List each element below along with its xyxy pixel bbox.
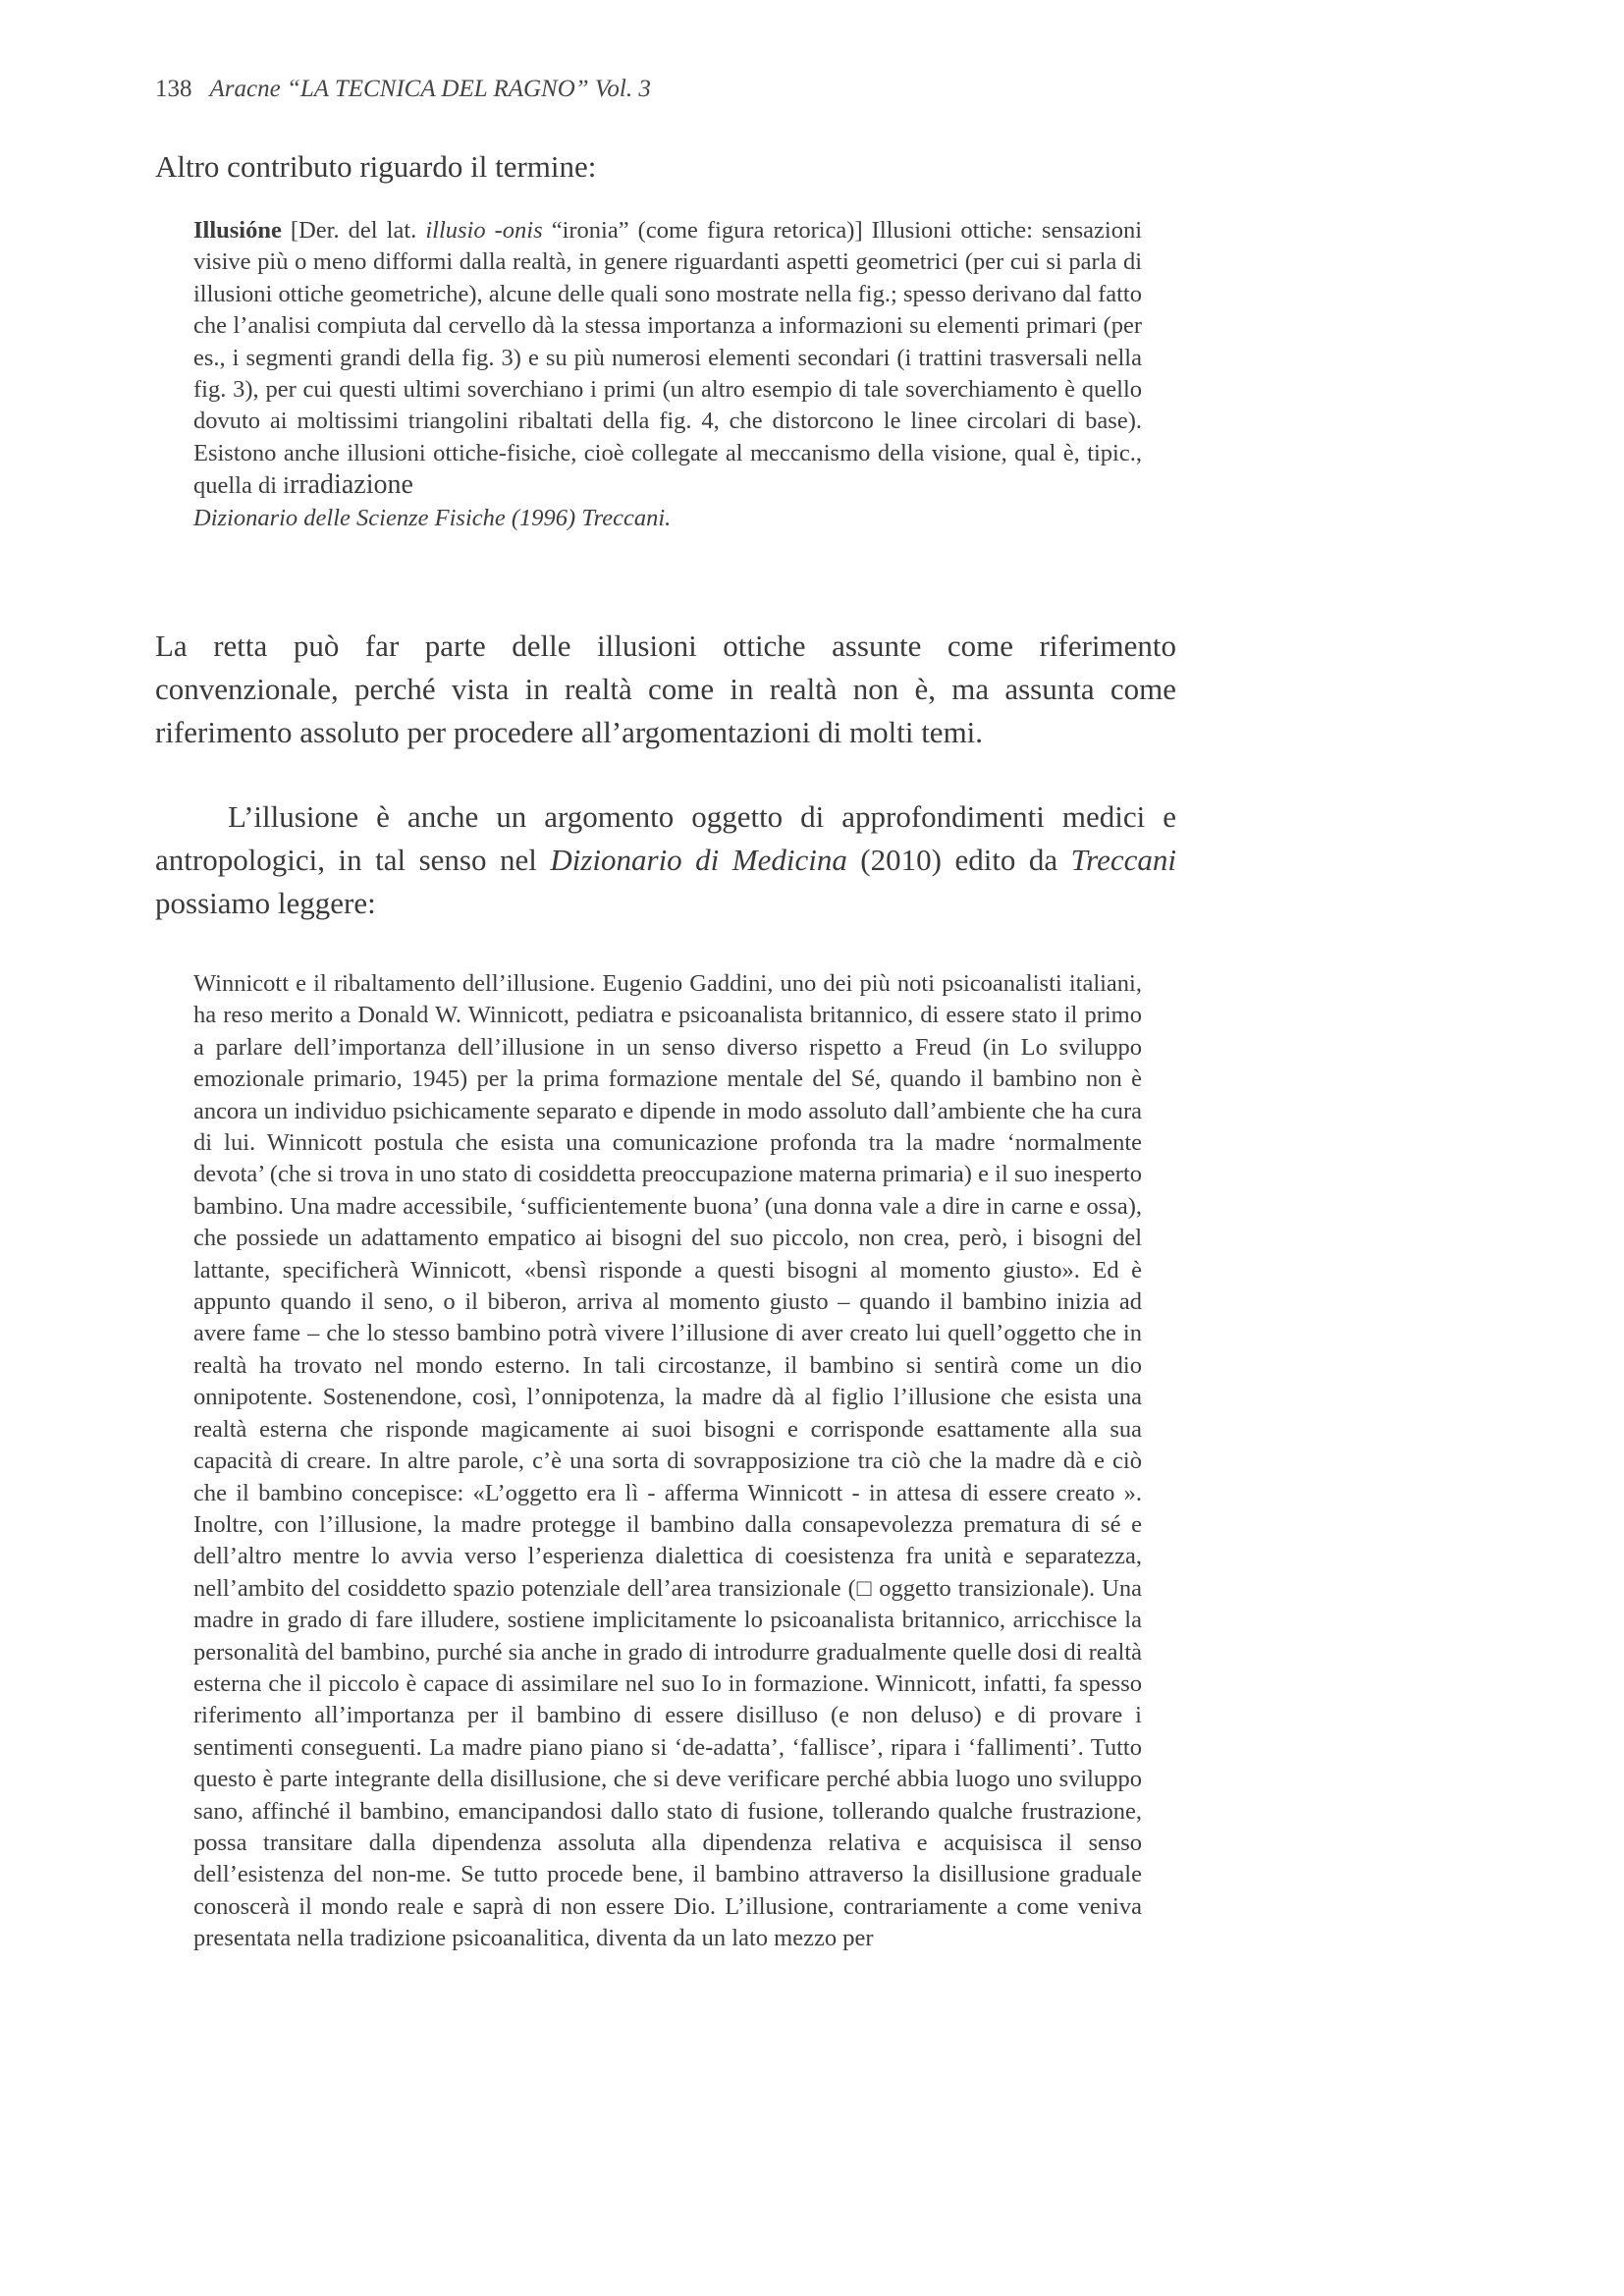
definition-headword: Illusióne — [193, 217, 282, 244]
definition-text: “ironia” (come figura retorica)] Illusioni ottiche: sensazioni visive più o meno difformi dalla realtà, in genere riguardanti aspetti geometrici (per cui si parla di illusioni ottiche geometriche), alcune delle quali sono mostrate nella fig.; spesso derivano dal fatto che l’analisi compiuta dal cervello dà la stessa importanza a informazioni su elementi primari (per es., i segmenti grandi della fig. 3) e su più numerosi elementi secondari (i trattini trasversali nella fig. 3), per cui questi ultimi soverchiano i primi (un altro esempio di tale soverchiamento è quello dovuto ai moltissimi triangolini ribaltati della fig. 4, che distorcono le linee circolari di base). Esistono anche illusioni ottiche-fisiche, cioè collegate al meccanismo della visione, qual è, tipic., quella di i — [193, 217, 1143, 500]
intro-sentence: Altro contributo riguardo il termine: — [155, 149, 597, 184]
definition-source: Dizionario delle Scienze Fisiche (1996) Treccani. — [193, 504, 672, 531]
running-head — [155, 73, 651, 106]
paragraph-illusione-part2: (2010) edito da — [846, 843, 1071, 877]
winnicott-quote: Winnicott e il ribaltamento dell’illusione. Eugenio Gaddini, uno dei più noti psicoanalisti italiani, ha reso merito a Donald W. Winnicott, pediatra e psicoanalista britannico, di essere stato il primo a parlare dell’importanza dell’illusione in un senso diverso rispetto a Freud (in Lo sviluppo emozionale primario, 1945) per la prima formazione mentale del Sé, quando il bambino non è ancora un individuo psichicamente separato e dipende in modo assoluto dall’ambiente che ha cura di lui. Winnicott postula che esista una comunicazione profonda tra la madre ‘normalmente devota’ (che si trova in uno stato di cosiddetta preoccupazione materna primaria) e il suo inesperto bambino. Una madre accessibile, ‘sufficientemente buona’ (una donna vale a dire in carne e ossa), che possiede un adattamento empatico ai bisogni del suo piccolo, non crea, però, i bisogni del lattante, specificherà Winnicott, «bensì risponde a questi bisogni al momento giusto». Ed è appunto quando il seno, o il biberon, arriva al momento giusto – quando il bambino inizia ad avere fame – che lo stesso bambino potrà vivere l’illusione di aver creato lui quell’oggetto che in realtà ha trovato nel mondo esterno. In tali circostanze, il bambino si sentirà come un dio onnipotente. Sostenendone, così, l’onnipotenza, la madre dà al figlio l’illusione che esista una realtà esterna che risponde magicamente ai suoi bisogni e corrisponde esattamente alla sua capacità di creare. In altre parole, c’è una sorta di sovrapposizione tra ciò che la madre dà e ciò che il bambino concepisce: «L’oggetto era lì - afferma Winnicott - in attesa di essere creato ». Inoltre, con l’illusione, la madre protegge il bambino dalla consapevolezza prematura di sé e dell’altro mentre lo avvia verso l’esperienza dialettica di coesistenza fra unità e separatezza, nell’ambito del cosiddetto spazio potenziale dell’area transizionale (□ oggetto transizionale). Una madre in grado di fare illudere, sostiene implicitamente lo psicoanalista britannico, arricchisce la personalità del bambino, purché sia anche in grado di introdurre gradualmente quelle dosi di realtà esterna che il piccolo è capace di assimilare nel suo Io in formazione. Winnicott, infatti, fa spesso riferimento all’importanza per il bambino di essere disilluso (e non deluso) e di provare i sentimenti conseguenti. La madre piano piano si ‘de-adatta’, ‘fallisce’, ripara i ‘fallimenti’. Tutto questo è parte integrante della disillusione, che si deve verificare perché abbia luogo uno sviluppo sano, affinché il bambino, emancipandosi dallo stato di fusione, tollerando qualche frustrazione, possa transitare dalla dipendenza assoluta alla dipendenza relativa e acquisisca il senso dell’esistenza del non-me. Se tutto procede bene, il bambino attraverso la disillusione graduale conoscerà il mondo reale e saprà di non essere Dio. L’illusione, contrariamente a come veniva presentata nella tradizione psicoanalitica, diventa da un lato mezzo per — [193, 970, 1142, 1952]
definition-etymology-start: [Der. del lat. — [281, 217, 426, 244]
paragraph-illusione — [155, 795, 1176, 925]
running-title: Aracne “LA TECNICA DEL RAGNO” Vol. 3 — [209, 76, 651, 102]
dictionary-title: Dizionario di Medicina — [550, 843, 847, 877]
definition-latin-term: illusio -onis — [425, 217, 543, 244]
paragraph-illusione-part1: L’illusione è anche un argomento oggetto di approfondimenti medici e antropologici, in tal senso nel — [155, 799, 1176, 877]
paragraph-retta: La retta può far parte delle illusioni ottiche assunte come riferimento convenzionale, perché vista in realtà come in realtà non è, ma assunta come riferimento assoluto per procedere all’argomentazioni di molti temi. — [155, 629, 1176, 749]
publisher-name: Treccani — [1070, 843, 1176, 877]
page-number: 138 — [155, 76, 192, 102]
paragraph-illusione-part3: possiamo leggere: — [155, 886, 376, 920]
definition-quote — [193, 215, 1142, 534]
definition-last-word: rradiazione — [289, 469, 413, 501]
